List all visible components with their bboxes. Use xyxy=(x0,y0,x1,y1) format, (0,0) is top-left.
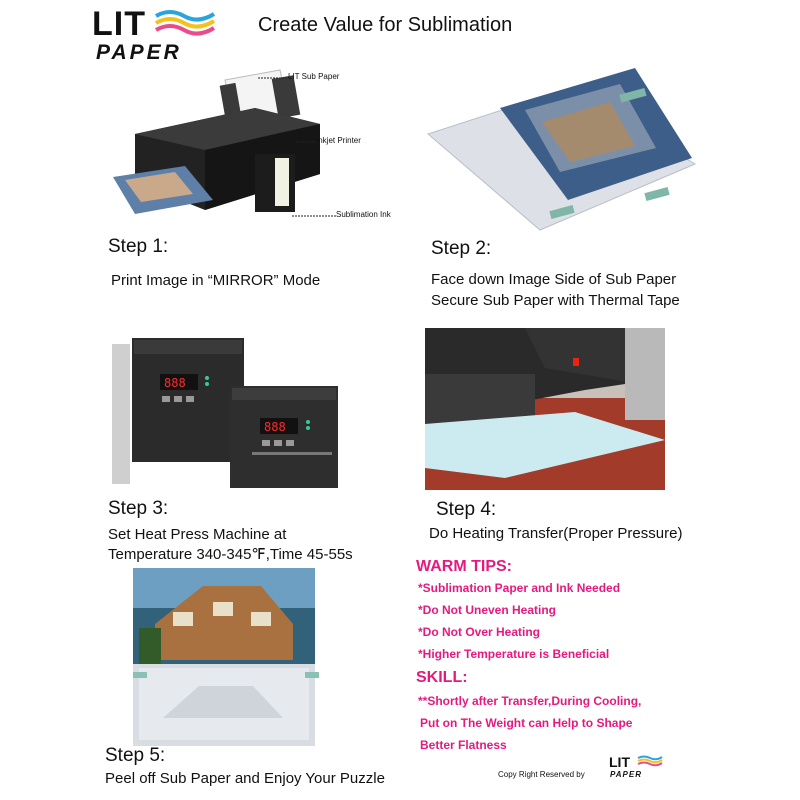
logo-waves-icon xyxy=(154,8,216,38)
warm-tips-heading: WARM TIPS: xyxy=(416,558,512,575)
skill-line-1: **Shortly after Transfer,During Cooling, xyxy=(418,694,642,708)
leader-line-ink xyxy=(292,214,336,218)
svg-text:888: 888 xyxy=(264,420,286,434)
svg-text:888: 888 xyxy=(164,376,186,390)
warm-tip-1: *Sublimation Paper and Ink Needed xyxy=(418,581,621,595)
footer-logo-waves-icon xyxy=(637,755,663,767)
callout-printer: Inkjet Printer xyxy=(316,136,361,145)
step-2-title: Step 2: xyxy=(431,238,492,259)
skill-line-3: Better Flatness xyxy=(420,738,507,752)
footer-logo xyxy=(605,754,663,782)
step-3-desc-line-1: Set Heat Press Machine at xyxy=(108,526,287,543)
printer-photo xyxy=(105,62,415,230)
step-4-desc: Do Heating Transfer(Proper Pressure) xyxy=(429,525,683,542)
warm-tip-3: *Do Not Over Heating xyxy=(418,625,541,639)
logo-paper-text: PAPER xyxy=(96,41,182,64)
step-5-desc: Peel off Sub Paper and Enjoy Your Puzzle xyxy=(105,770,385,787)
logo-lit-text: LIT xyxy=(92,5,146,43)
page-headline: Create Value for Sublimation xyxy=(258,14,513,36)
taped-paper-photo xyxy=(420,62,710,232)
footer-logo-lit: LIT xyxy=(609,754,630,770)
callout-paper: LIT Sub Paper xyxy=(288,72,340,81)
step-5-title: Step 5: xyxy=(105,745,166,766)
brand-logo xyxy=(92,6,222,66)
step-3-desc-line-2: Temperature 340-345℉,Time 45-55s xyxy=(108,546,353,563)
copyright-text: Copy Right Reserved by xyxy=(498,770,585,779)
skill-heading: SKILL: xyxy=(416,669,468,686)
heat-press-photo xyxy=(425,328,665,490)
step-2-desc-line-1: Face down Image Side of Sub Paper xyxy=(431,271,677,288)
step-4-title: Step 4: xyxy=(436,499,497,520)
step-3-title: Step 3: xyxy=(108,498,169,519)
footer-logo-paper: PAPER xyxy=(610,770,642,779)
skill-line-2: Put on The Weight can Help to Shape xyxy=(420,716,633,730)
step-1-title: Step 1: xyxy=(108,236,169,257)
controller-photo xyxy=(112,334,344,492)
puzzle-photo xyxy=(133,568,325,746)
leader-line-printer xyxy=(296,140,318,144)
callout-ink: Sublimation Ink xyxy=(336,210,391,219)
step-2-desc-line-2: Secure Sub Paper with Thermal Tape xyxy=(431,292,680,309)
warm-tip-4: *Higher Temperature is Beneficial xyxy=(418,647,610,661)
leader-line-paper xyxy=(258,76,288,80)
step-1-desc: Print Image in “MIRROR” Mode xyxy=(111,272,321,289)
warm-tip-2: *Do Not Uneven Heating xyxy=(418,603,557,617)
